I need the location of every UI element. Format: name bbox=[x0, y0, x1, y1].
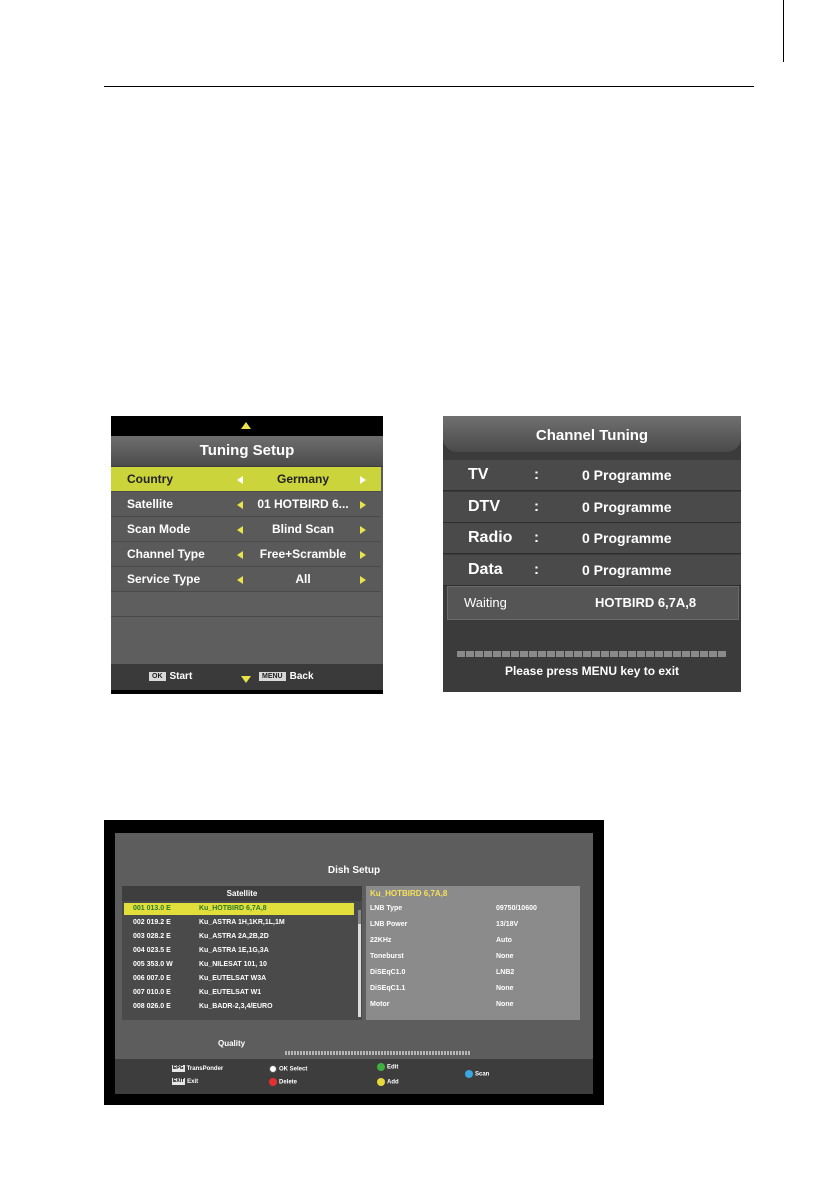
add-label: Add bbox=[387, 1079, 399, 1086]
quality-segment bbox=[426, 1051, 428, 1055]
lnb-setting-row[interactable] bbox=[370, 937, 576, 944]
setting-value: 01 HOTBIRD 6... bbox=[257, 497, 349, 511]
progress-segment bbox=[700, 651, 708, 657]
transponder-hint[interactable] bbox=[172, 1065, 223, 1072]
quality-segment bbox=[438, 1051, 440, 1055]
quality-segment bbox=[387, 1051, 389, 1055]
quality-segment bbox=[363, 1051, 365, 1055]
lnb-setting-value: Auto bbox=[496, 937, 512, 944]
setting-label: Scan Mode bbox=[127, 522, 191, 536]
quality-segment bbox=[306, 1051, 308, 1055]
quality-segment bbox=[333, 1051, 335, 1055]
setting-label: Country bbox=[127, 472, 173, 486]
lnb-setting-value: 09750/10600 bbox=[496, 905, 537, 912]
tuning-setup-title: Tuning Setup bbox=[111, 436, 383, 467]
lnb-setting-row[interactable] bbox=[370, 921, 576, 928]
progress-segment bbox=[511, 651, 519, 657]
quality-segment bbox=[432, 1051, 434, 1055]
quality-segment bbox=[348, 1051, 350, 1055]
count-value: 0 Programme bbox=[582, 530, 672, 546]
exit-key-icon: EXIT bbox=[173, 1078, 185, 1084]
lnb-setting-value: None bbox=[496, 953, 514, 960]
ok-key-icon: OK bbox=[149, 672, 166, 681]
progress-segment bbox=[466, 651, 474, 657]
lnb-setting-value: None bbox=[496, 1001, 514, 1008]
quality-segment bbox=[360, 1051, 362, 1055]
quality-segment bbox=[366, 1051, 368, 1055]
progress-segment bbox=[493, 651, 501, 657]
quality-segment bbox=[420, 1051, 422, 1055]
blue-button-icon bbox=[465, 1070, 473, 1078]
quality-segment bbox=[381, 1051, 383, 1055]
right-arrow-icon[interactable] bbox=[360, 526, 366, 534]
progress-segment bbox=[682, 651, 690, 657]
red-button-icon bbox=[269, 1078, 277, 1086]
satellite-name: Ku_EUTELSAT W3A bbox=[199, 975, 267, 982]
tuning-setup-panel bbox=[111, 436, 383, 682]
quality-segment bbox=[357, 1051, 359, 1055]
quality-segment bbox=[393, 1051, 395, 1055]
progress-segment bbox=[610, 651, 618, 657]
quality-segment bbox=[318, 1051, 320, 1055]
epg-key-icon: EPG bbox=[173, 1065, 184, 1071]
quality-segment bbox=[465, 1051, 467, 1055]
satellite-name: Ku_HOTBIRD 6,7A,8 bbox=[199, 905, 267, 912]
count-value: 0 Programme bbox=[582, 499, 672, 515]
progress-segment bbox=[628, 651, 636, 657]
satellite-position: 002 019.2 E bbox=[133, 919, 171, 926]
scan-progress-bar bbox=[457, 644, 727, 650]
lnb-setting-label: LNB Power bbox=[370, 921, 408, 928]
edit-label: Edit bbox=[387, 1064, 399, 1071]
channel-tuning-title: Channel Tuning bbox=[443, 416, 741, 452]
start-label: Start bbox=[169, 671, 193, 682]
setting-value: Free+Scramble bbox=[259, 547, 347, 561]
satellite-row[interactable] bbox=[124, 1001, 354, 1013]
quality-segment bbox=[414, 1051, 416, 1055]
quality-bar bbox=[285, 1042, 485, 1046]
lnb-setting-value: LNB2 bbox=[496, 969, 515, 976]
back-label: Back bbox=[289, 671, 314, 682]
count-label: Radio bbox=[468, 529, 513, 546]
satellite-name: Ku_ASTRA 1H,1KR,1L,1M bbox=[199, 919, 285, 926]
quality-segment bbox=[321, 1051, 323, 1055]
satellite-row[interactable] bbox=[124, 903, 354, 915]
satellite-name: Ku_EUTELSAT W1 bbox=[199, 989, 262, 996]
dish-setup-screen bbox=[104, 820, 604, 1105]
quality-segment bbox=[285, 1051, 287, 1055]
top-page-border bbox=[783, 0, 784, 62]
satellite-name: Ku_ASTRA 2A,2B,2D bbox=[199, 933, 269, 940]
scan-hint[interactable] bbox=[465, 1070, 489, 1078]
setting-row-channel-type[interactable] bbox=[111, 542, 381, 567]
quality-segment bbox=[303, 1051, 305, 1055]
quality-segment bbox=[405, 1051, 407, 1055]
quality-segment bbox=[336, 1051, 338, 1055]
transponder-label: TransPonder bbox=[186, 1066, 224, 1073]
progress-segment bbox=[583, 651, 591, 657]
satellite-list bbox=[122, 886, 362, 1020]
progress-segment bbox=[601, 651, 609, 657]
progress-segment bbox=[655, 651, 663, 657]
empty-row bbox=[111, 617, 381, 641]
dish-setup-title: Dish Setup bbox=[327, 865, 381, 876]
satellite-position: 003 028.2 E bbox=[133, 933, 171, 940]
quality-segment bbox=[354, 1051, 356, 1055]
satellite-row[interactable] bbox=[124, 987, 354, 999]
quality-segment bbox=[339, 1051, 341, 1055]
count-row-dtv bbox=[443, 492, 741, 523]
satellite-row[interactable] bbox=[124, 945, 354, 957]
waiting-satellite: HOTBIRD 6,7A,8 bbox=[595, 595, 697, 610]
count-value: 0 Programme bbox=[582, 562, 672, 578]
right-arrow-icon[interactable] bbox=[360, 476, 366, 484]
lnb-setting-value: None bbox=[496, 985, 514, 992]
count-value: 0 Programme bbox=[582, 467, 672, 483]
count-label: Data bbox=[468, 561, 503, 578]
right-arrow-icon[interactable] bbox=[360, 551, 366, 559]
quality-segment bbox=[369, 1051, 371, 1055]
lnb-setting-row[interactable] bbox=[370, 969, 576, 976]
quality-segment bbox=[309, 1051, 311, 1055]
satellite-name: Ku_ASTRA 1E,1G,3A bbox=[199, 947, 269, 954]
edit-hint[interactable] bbox=[377, 1063, 398, 1071]
quality-segment bbox=[423, 1051, 425, 1055]
lnb-setting-value: 13/18V bbox=[496, 921, 519, 928]
header-rule bbox=[104, 86, 754, 87]
quality-segment bbox=[441, 1051, 443, 1055]
lnb-setting-row[interactable] bbox=[370, 985, 576, 992]
quality-segment bbox=[300, 1051, 302, 1055]
quality-segment bbox=[447, 1051, 449, 1055]
progress-segment bbox=[502, 651, 510, 657]
lnb-setting-row[interactable] bbox=[370, 1001, 576, 1008]
scan-label: Scan bbox=[475, 1071, 490, 1078]
scroll-up-arrow-icon[interactable] bbox=[241, 422, 251, 429]
quality-segment bbox=[456, 1051, 458, 1055]
quality-segment bbox=[399, 1051, 401, 1055]
setting-label: Channel Type bbox=[127, 547, 205, 561]
count-separator: : bbox=[534, 561, 539, 578]
quality-segment bbox=[384, 1051, 386, 1055]
dish-footer bbox=[115, 1059, 593, 1094]
empty-row bbox=[111, 592, 381, 617]
progress-segment bbox=[646, 651, 654, 657]
quality-segment bbox=[408, 1051, 410, 1055]
count-row-radio bbox=[443, 523, 741, 554]
progress-segment bbox=[556, 651, 564, 657]
progress-segment bbox=[718, 651, 726, 657]
exit-message: Please press MENU key to exit bbox=[504, 664, 680, 678]
menu-key-icon: MENU bbox=[259, 672, 286, 681]
quality-segment bbox=[429, 1051, 431, 1055]
scroll-down-arrow-icon[interactable] bbox=[241, 676, 251, 683]
quality-segment bbox=[288, 1051, 290, 1055]
scrollbar-thumb[interactable] bbox=[358, 910, 361, 924]
quality-segment bbox=[396, 1051, 398, 1055]
count-label: DTV bbox=[468, 498, 500, 515]
lnb-setting-row[interactable] bbox=[370, 905, 576, 912]
lnb-setting-label: Toneburst bbox=[370, 953, 404, 960]
progress-segment bbox=[664, 651, 672, 657]
satellite-row[interactable] bbox=[124, 959, 354, 971]
satellite-position: 004 023.5 E bbox=[133, 947, 171, 954]
satellite-position: 008 026.0 E bbox=[133, 1003, 171, 1010]
setting-row-country[interactable] bbox=[111, 467, 381, 492]
quality-segment bbox=[375, 1051, 377, 1055]
satellite-row[interactable] bbox=[124, 973, 354, 985]
satellite-row[interactable] bbox=[124, 917, 354, 929]
quality-segment bbox=[411, 1051, 413, 1055]
progress-segment bbox=[673, 651, 681, 657]
count-label: TV bbox=[468, 466, 489, 483]
quality-segment bbox=[417, 1051, 419, 1055]
quality-segment bbox=[312, 1051, 314, 1055]
setting-value: Germany bbox=[276, 472, 330, 486]
quality-segment bbox=[390, 1051, 392, 1055]
waiting-row bbox=[447, 586, 739, 620]
quality-segment bbox=[435, 1051, 437, 1055]
start-hint[interactable] bbox=[149, 664, 192, 690]
right-arrow-icon[interactable] bbox=[360, 576, 366, 584]
quality-segment bbox=[453, 1051, 455, 1055]
lnb-setting-label: DiSEqC1.1 bbox=[370, 985, 406, 992]
quality-segment bbox=[291, 1051, 293, 1055]
progress-segment bbox=[709, 651, 717, 657]
quality-segment bbox=[468, 1051, 470, 1055]
ok-select-hint[interactable] bbox=[269, 1065, 307, 1073]
count-row-data bbox=[443, 555, 741, 586]
count-row-tv bbox=[443, 460, 741, 491]
setting-value: All bbox=[295, 572, 311, 586]
yellow-button-icon bbox=[377, 1078, 385, 1086]
back-hint[interactable] bbox=[259, 664, 314, 690]
quality-segment bbox=[345, 1051, 347, 1055]
satellite-position: 006 007.0 E bbox=[133, 975, 171, 982]
info-satellite-name: Ku_HOTBIRD 6,7A,8 bbox=[370, 889, 448, 898]
progress-segment bbox=[574, 651, 582, 657]
satellite-row[interactable] bbox=[124, 931, 354, 943]
channel-tuning-screen bbox=[443, 416, 741, 692]
progress-segment bbox=[520, 651, 528, 657]
satellite-position: 005 353.0 W bbox=[133, 961, 173, 968]
satellite-position: 007 010.0 E bbox=[133, 989, 171, 996]
quality-label: Quality bbox=[218, 1039, 246, 1048]
count-separator: : bbox=[534, 529, 539, 546]
ok-select-label: OK Select bbox=[279, 1066, 308, 1073]
quality-segment bbox=[378, 1051, 380, 1055]
quality-segment bbox=[315, 1051, 317, 1055]
progress-segment bbox=[547, 651, 555, 657]
empty-row bbox=[111, 639, 381, 665]
progress-segment bbox=[475, 651, 483, 657]
setting-row-service-type[interactable] bbox=[111, 567, 381, 592]
count-separator: : bbox=[534, 498, 539, 515]
progress-segment bbox=[565, 651, 573, 657]
tuning-setup-screen bbox=[111, 416, 383, 694]
exit-hint[interactable] bbox=[172, 1078, 198, 1085]
setting-row-scan-mode[interactable] bbox=[111, 517, 381, 542]
satellite-position: 001 013.0 E bbox=[133, 905, 171, 912]
delete-hint[interactable] bbox=[269, 1078, 297, 1086]
setting-row-satellite[interactable] bbox=[111, 492, 381, 517]
count-separator: : bbox=[534, 466, 539, 483]
setting-label: Satellite bbox=[127, 497, 174, 511]
progress-segment bbox=[592, 651, 600, 657]
quality-segment bbox=[327, 1051, 329, 1055]
setting-value: Blind Scan bbox=[271, 522, 334, 536]
delete-label: Delete bbox=[279, 1079, 298, 1086]
satellite-list-header: Satellite bbox=[122, 886, 362, 901]
quality-segment bbox=[459, 1051, 461, 1055]
quality-segment bbox=[297, 1051, 299, 1055]
quality-segment bbox=[402, 1051, 404, 1055]
ok-icon bbox=[269, 1065, 277, 1073]
satellite-name: Ku_NILESAT 101, 10 bbox=[199, 961, 267, 968]
quality-segment bbox=[324, 1051, 326, 1055]
quality-segment bbox=[462, 1051, 464, 1055]
quality-segment bbox=[351, 1051, 353, 1055]
progress-segment bbox=[691, 651, 699, 657]
satellite-scrollbar[interactable] bbox=[358, 910, 361, 1017]
lnb-setting-row[interactable] bbox=[370, 953, 576, 960]
lnb-setting-label: 22KHz bbox=[370, 937, 392, 944]
progress-segment bbox=[619, 651, 627, 657]
exit-label: Exit bbox=[187, 1079, 199, 1086]
satellite-info-panel bbox=[366, 886, 580, 1020]
progress-segment bbox=[538, 651, 546, 657]
lnb-setting-label: Motor bbox=[370, 1001, 390, 1008]
progress-segment bbox=[529, 651, 537, 657]
quality-segment bbox=[450, 1051, 452, 1055]
quality-segment bbox=[444, 1051, 446, 1055]
waiting-label: Waiting bbox=[464, 595, 507, 610]
quality-segment bbox=[330, 1051, 332, 1055]
setting-label: Service Type bbox=[127, 572, 201, 586]
quality-segment bbox=[342, 1051, 344, 1055]
right-arrow-icon[interactable] bbox=[360, 501, 366, 509]
dish-setup-panel bbox=[115, 833, 593, 1094]
progress-segment bbox=[484, 651, 492, 657]
lnb-setting-label: DiSEqC1.0 bbox=[370, 969, 406, 976]
progress-segment bbox=[457, 651, 465, 657]
progress-segment bbox=[637, 651, 645, 657]
quality-segment bbox=[372, 1051, 374, 1055]
green-button-icon bbox=[377, 1063, 385, 1071]
satellite-name: Ku_BADR-2,3,4/EURO bbox=[199, 1003, 273, 1010]
quality-segment bbox=[294, 1051, 296, 1055]
add-hint[interactable] bbox=[377, 1078, 399, 1086]
lnb-setting-label: LNB Type bbox=[370, 905, 403, 912]
